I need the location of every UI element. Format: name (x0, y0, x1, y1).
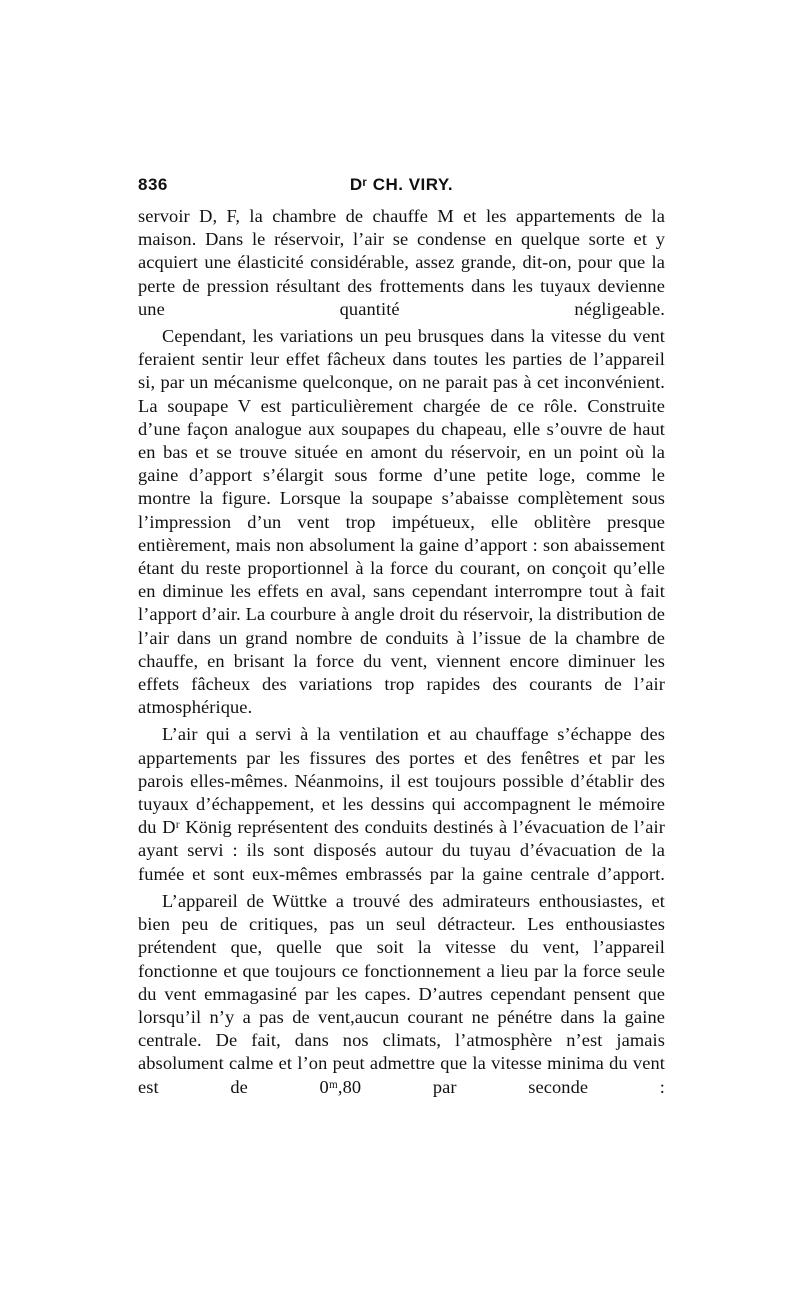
paragraph: Cependant, les variations un peu brusques dans la vitesse du vent feraient sentir leur effet fâcheux dans toutes les parties de l’appareil si, par un mécanisme quelconque, on ne parait pas à cet inconvénient. La soupape V est particulièrement chargée de ce rôle. Construite d’une façon analogue aux soupapes du chapeau, elle s’ouvre de haut en bas et se trouve située en amont du réservoir, en un point où la gaine d’apport s’élargit sous forme d’une petite loge, comme le montre la figure. Lorsque la soupape s’abaisse complètement sous l’impression d’un vent trop impétueux, elle oblitère presque entièrement, mais non absolument la gaine d’apport : son abaissement étant du reste proportionnel à la force du courant, on conçoit qu’elle en diminue les effets en aval, sans cependant interrompre tout à fait l’apport d’air. La courbure à angle droit du réservoir, la distribution de l’air dans un grand nombre de conduits à l’issue de la chambre de chauffe, en brisant la force du vent, viennent encore diminuer les effets fâcheux des variations trop rapides des courants de l’air atmosphérique. (138, 326, 665, 718)
paragraph: L’air qui a servi à la ventilation et au chauffage s’échappe des appartements par les fissures des portes et des fenêtres et par les parois elles-mêmes. Néanmoins, il est toujours possible d’établir des tuyaux d’échappement, et les dessins qui accompagnent le mémoire du Dʳ König représentent des conduits destinés à l’évacuation de l’air ayant servi : ils sont disposés autour du tuyau d’évacuation de la fumée et sont eux-mêmes embrassés par la gaine centrale d’apport. (138, 724, 665, 884)
page-number: 836 (138, 175, 168, 194)
paragraph: servoir D, F, la chambre de chauffe M et les appartements de la maison. Dans le réservoir, l’air se condense en quelque sorte et y acquiert une élasticité considérable, assez grande, dit-on, pour que la perte de pression résultant des frottements dans les tuyaux devienne une quantité négligeable. (138, 206, 665, 319)
body-text (138, 205, 665, 1099)
paragraph: L’appareil de Wüttke a trouvé des admirateurs enthousiastes, et bien peu de critiques, pas un seul détracteur. Les enthousiastes prétendent que, quelle que soit la vitesse du vent, l’appareil fonctionne et que toujours ce fonctionnement a lieu par la force seule du vent emmagasiné par les capes. D’autres cependant pensent que lorsqu’il n’y a pas de vent,aucun courant ne pénétre dans la gaine centrale. De fait, dans nos climats, l’atmosphère n’est jamais absolument calme et l’on peut admettre que la vitesse minima du vent est de 0ᵐ,80 par seconde : (138, 890, 665, 1097)
page-header (138, 170, 665, 200)
running-head: Dʳ CH. VIRY. (349, 175, 454, 194)
